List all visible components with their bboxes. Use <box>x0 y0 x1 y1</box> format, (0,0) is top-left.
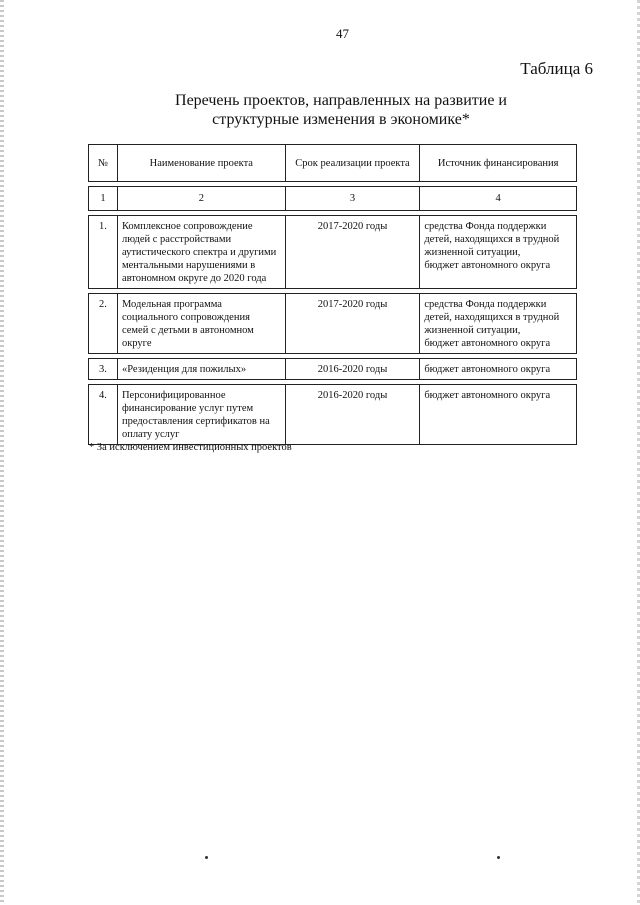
row-number: 1. <box>89 216 118 289</box>
header-funding-source: Источник финансирования <box>420 145 577 182</box>
scan-dot <box>497 856 500 859</box>
footnote: * За исключением инвестиционных проектов <box>89 442 292 453</box>
scan-edge-left <box>0 0 4 905</box>
project-name-cell <box>117 216 285 289</box>
funding-source: средства Фонда поддержки детей, находящихся в трудной жизненной ситуации, бюджет автономного округа <box>424 299 560 349</box>
project-name: Персонифицированное финансирование услуг путем предоставления сертификатов на оплату услуг <box>121 390 270 440</box>
scan-dot <box>205 856 208 859</box>
title-line-2: структурные изменения в экономике* <box>212 111 470 128</box>
row-number: 2. <box>89 294 118 354</box>
header-number: № <box>89 145 118 182</box>
funding-source: средства Фонда поддержки детей, находящихся в трудной жизненной ситуации, бюджет автономного округа <box>424 221 560 271</box>
column-number-row <box>89 187 577 211</box>
column-number: 2 <box>117 187 285 211</box>
project-term: 2017-2020 годы <box>285 294 420 354</box>
table-row <box>89 359 577 380</box>
project-name-cell <box>117 294 285 354</box>
column-number: 3 <box>285 187 420 211</box>
table-row <box>89 216 577 289</box>
project-name: Модельная программа социального сопровождения семей с детьми в автономном округе <box>121 299 254 349</box>
project-name-cell <box>117 385 285 445</box>
column-number: 4 <box>420 187 577 211</box>
project-name: «Резиденция для пожилых» <box>121 364 247 375</box>
header-term: Срок реализации проекта <box>285 145 420 182</box>
funding-source: бюджет автономного округа <box>424 364 551 375</box>
projects-table <box>88 144 577 445</box>
funding-source-cell <box>420 385 577 445</box>
header-row <box>89 145 577 182</box>
row-number: 4. <box>89 385 118 445</box>
funding-source-cell <box>420 294 577 354</box>
row-number: 3. <box>89 359 118 380</box>
funding-source: бюджет автономного округа <box>424 390 551 401</box>
table-row <box>89 385 577 445</box>
title-line-1: Перечень проектов, направленных на развитие и <box>175 92 507 109</box>
table-row <box>89 294 577 354</box>
header-project-name: Наименование проекта <box>117 145 285 182</box>
project-term: 2016-2020 годы <box>285 359 420 380</box>
table-label: Таблица 6 <box>520 59 593 78</box>
funding-source-cell <box>420 216 577 289</box>
project-name: Комплексное сопровождение людей с расстройствами аутистического спектра и другими ментальными нарушениями в автономном округе до 2020 года <box>121 221 277 284</box>
project-term: 2016-2020 годы <box>285 385 420 445</box>
project-term: 2017-2020 годы <box>285 216 420 289</box>
column-number: 1 <box>89 187 118 211</box>
funding-source-cell <box>420 359 577 380</box>
project-name-cell <box>117 359 285 380</box>
page-number: 47 <box>336 26 349 41</box>
document-title <box>90 91 592 129</box>
